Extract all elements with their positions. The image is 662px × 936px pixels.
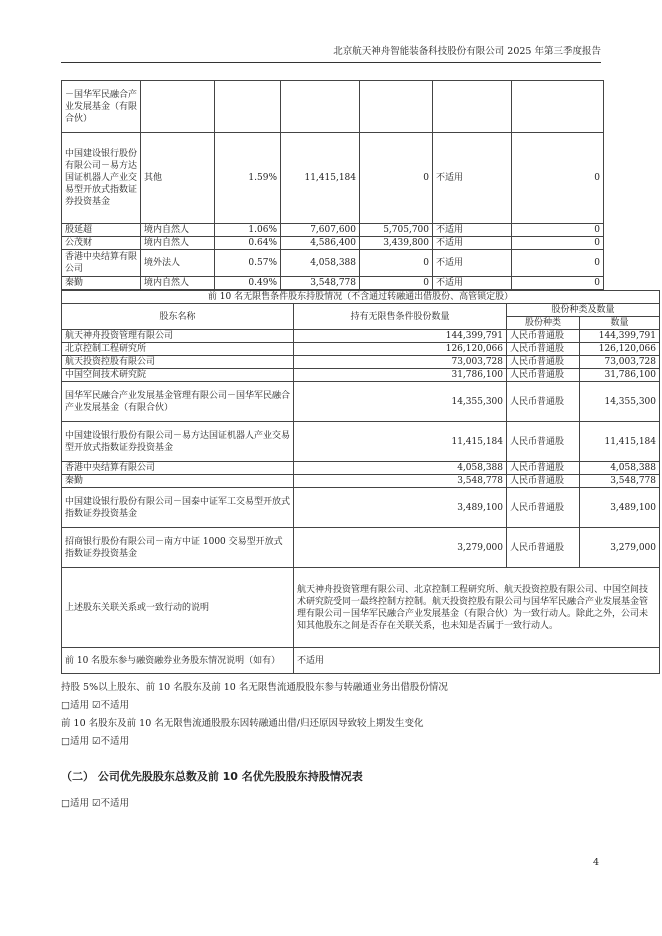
table-row: 香港中央结算有限公司 境外法人 0.57% 4,058,388 0 不适用 0 [62,250,604,277]
table-row: 航天投资控股有限公司 73,003,728 人民币普通股 73,003,728 [62,356,660,369]
note-securities-lending-choice: □适用 ☑不适用 [61,700,130,711]
holder-name: 公茂财 [62,237,141,250]
page-header [61,44,601,63]
margin-value: 不适用 [294,648,660,674]
table-row: 中国建设银行股份有限公司－国泰中证军工交易型开放式指数证券投资基金 3,489,100 人民币普通股 3,489,100 [62,488,660,528]
table-row: 航天神舟投资管理有限公司 144,399,791 人民币普通股 144,399,791 [62,330,660,343]
col-header-class-type: 股份种类 [507,317,580,330]
holder-name: 香港中央结算有限公司 [62,250,141,277]
table-row: 殷延超 境内自然人 1.06% 7,607,600 5,705,700 不适用 0 [62,224,604,237]
page-number: 4 [592,857,599,868]
unrestricted-table-title: 前 10 名无限售条件股东持股情况（不含通过转融通出借股份、高管锁定股） [62,291,660,304]
col-header-name: 股东名称 [62,304,294,330]
holder-name: 中国建设银行股份有限公司－易方达国证机器人产业交易型开放式指数证券投资基金 [62,133,141,224]
relation-text: 航天神舟投资管理有限公司、北京控制工程研究所、航天投资控股有限公司、中国空间技术研究院受同一最终控制方控制。航天投资控股有限公司与国华军民融合产业发展基金管理有限公司－国华军民融合产业发展基金（有限合伙）为一致行动人。除此之外，公司未知其他股东之间是否存在关联关系，也未知是否属于一致行动人。 [294,568,660,648]
holder-name: 秦勤 [62,277,141,290]
col-header-qty: 持有无限售条件股份数量 [294,304,507,330]
table-row [62,81,604,133]
section-title-preferred: （二） 公司优先股股东总数及前 10 名优先股股东持股情况表 [61,770,363,783]
col-header-class-qty: 数量 [580,317,660,330]
note-securities-lending: 持股 5%以上股东、前 10 名股东及前 10 名无限售流通股股东参与转融通业务出借股份情况 [61,682,448,693]
relation-row [62,568,660,648]
margin-label: 前 10 名股东参与融资融券业务股东情况说明（如有） [62,648,294,674]
table-row: 中国空间技术研究院 31,786,100 人民币普通股 31,786,100 [62,369,660,382]
table-row: 香港中央结算有限公司 4,058,388 人民币普通股 4,058,388 [62,462,660,475]
table-row: 中国建设银行股份有限公司－易方达国证机器人产业交易型开放式指数证券投资基金 其他 1.59% 11,415,184 0 不适用 0 [62,133,604,224]
table-header-row [62,304,660,317]
table-row: 招商银行股份有限公司－南方中证 1000 交易型开放式指数证券投资基金 3,279,000 人民币普通股 3,279,000 [62,528,660,568]
relation-label: 上述股东关联关系或一致行动的说明 [62,568,294,648]
col-header-class: 股份种类及数量 [507,304,660,317]
table-row: 秦勤 境内自然人 0.49% 3,548,778 0 不适用 0 [62,277,604,290]
table-title-row [62,291,660,304]
table-row: 中国建设银行股份有限公司－易方达国证机器人产业交易型开放式指数证券投资基金 11,415,184 人民币普通股 11,415,184 [62,422,660,462]
table-row: 秦勤 3,548,778 人民币普通股 3,548,778 [62,475,660,488]
holder-name: 殷延超 [62,224,141,237]
table-row: 北京控制工程研究所 126,120,066 人民币普通股 126,120,066 [62,343,660,356]
top-holders-table-continued [61,80,604,290]
unrestricted-holders-table [61,290,660,674]
holder-name: －国华军民融合产业发展基金（有限合伙） [62,81,141,133]
note-lending-change-choice: □适用 ☑不适用 [61,736,130,747]
margin-row [62,648,660,674]
header-title: 北京航天神舟智能装备科技股份有限公司 2025 年第三季度报告 [333,46,601,57]
table-row: 国华军民融合产业发展基金管理有限公司－国华军民融合产业发展基金（有限合伙） 14,355,300 人民币普通股 14,355,300 [62,382,660,422]
preferred-choice: □适用 ☑不适用 [61,798,130,809]
table-row: 公茂财 境内自然人 0.64% 4,586,400 3,439,800 不适用 0 [62,237,604,250]
note-lending-change: 前 10 名股东及前 10 名无限售流通股股东因转融通出借/归还原因导致较上期发生变化 [61,718,424,729]
